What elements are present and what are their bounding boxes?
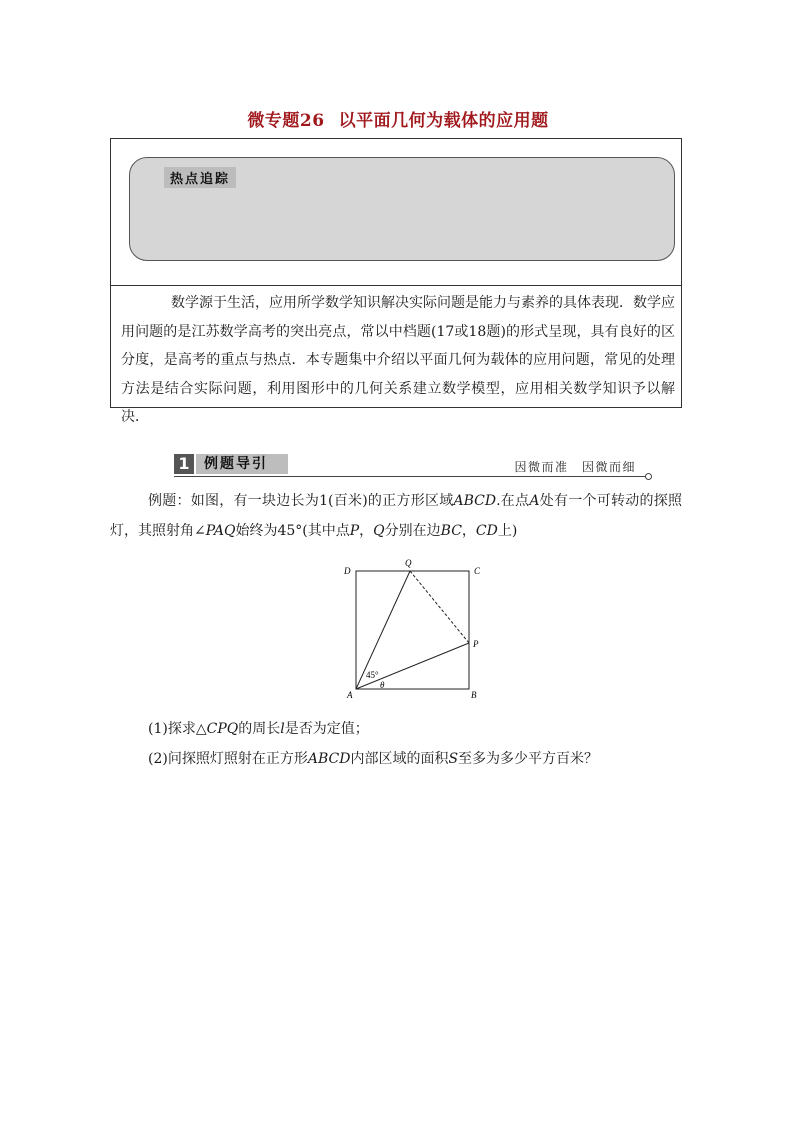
- question-var: ABCD: [307, 751, 351, 767]
- hot-topic-tab: 热点追踪: [164, 167, 236, 188]
- problem-var: Q: [373, 523, 385, 539]
- question-2: [148, 748, 598, 768]
- problem-var: P: [349, 523, 360, 539]
- question-var: CPQ: [206, 721, 239, 737]
- square-figure: [340, 556, 490, 702]
- section-divider: [174, 476, 648, 477]
- problem-var: A: [529, 493, 540, 509]
- section-header: [174, 452, 652, 480]
- topic-title: 以平面几何为载体的应用题: [338, 111, 549, 131]
- topic-number: 微专题26: [247, 111, 325, 131]
- label-theta: θ: [380, 680, 385, 690]
- problem-text: 上): [497, 523, 518, 539]
- problem-text: 始终为45°(其中点: [235, 523, 350, 539]
- problem-text: 分别在边: [384, 523, 441, 539]
- label-d: D: [344, 566, 351, 576]
- section-number: 1: [174, 454, 194, 474]
- section-divider-end-dot: [645, 473, 652, 480]
- segment-pq-dashed: [410, 571, 469, 643]
- problem-text: ，: [461, 523, 476, 539]
- question-text: 是否为定值；: [284, 721, 369, 737]
- problem-var: PAQ: [205, 523, 236, 539]
- question-text: (2)问探照灯照射在正方形: [148, 751, 308, 767]
- question-1: [148, 718, 369, 738]
- label-a: A: [347, 690, 353, 700]
- label-c: C: [474, 566, 481, 576]
- section-title: 例题导引: [196, 454, 288, 474]
- section-motto: 因微而准 因微而细: [514, 460, 636, 474]
- problem-text: 处有一个可转动的探照灯，其照射角∠: [110, 493, 682, 539]
- segment-aq: [356, 571, 410, 689]
- label-q: Q: [405, 558, 412, 568]
- question-text: 的周长: [238, 721, 281, 737]
- segment-ap: [356, 643, 469, 689]
- problem-var: ABCD: [453, 493, 497, 509]
- hot-topic-box: [110, 138, 682, 425]
- question-var: l: [280, 721, 285, 737]
- problem-text: ，: [359, 523, 374, 539]
- page-title: [0, 106, 794, 131]
- hot-topic-panel: [129, 157, 675, 261]
- label-angle-45: 45°: [366, 670, 379, 680]
- problem-text: .在点: [496, 493, 530, 509]
- hot-topic-text: 数学源于生活，应用所学数学知识解决实际问题是能力与素养的具体表现．数学应用问题的是江苏数学高考的突出亮点，常以中档题(17或18题)的形式呈现，具有良好的区分度，是高考的重点与热点．本专题集中介绍以平面几何为载体的应用问题，常见的处理方法是结合实际问题，利用图形中的几何关系建立数学模型，应用相关数学知识予以解决．: [121, 295, 675, 425]
- label-p: P: [473, 639, 479, 649]
- question-text: (1)探求△: [148, 721, 207, 737]
- problem-text: 例题：如图，有一块边长为1(百米)的正方形区域: [148, 493, 454, 509]
- problem-var: BC: [440, 523, 462, 539]
- hot-topic-header-area: [111, 139, 681, 286]
- question-text: 至多为多少平方百米？: [458, 751, 599, 767]
- problem-var: CD: [475, 523, 498, 539]
- question-text: 内部区域的面积: [350, 751, 449, 767]
- example-problem: [110, 486, 682, 546]
- question-var: S: [448, 751, 459, 767]
- label-b: B: [471, 690, 477, 700]
